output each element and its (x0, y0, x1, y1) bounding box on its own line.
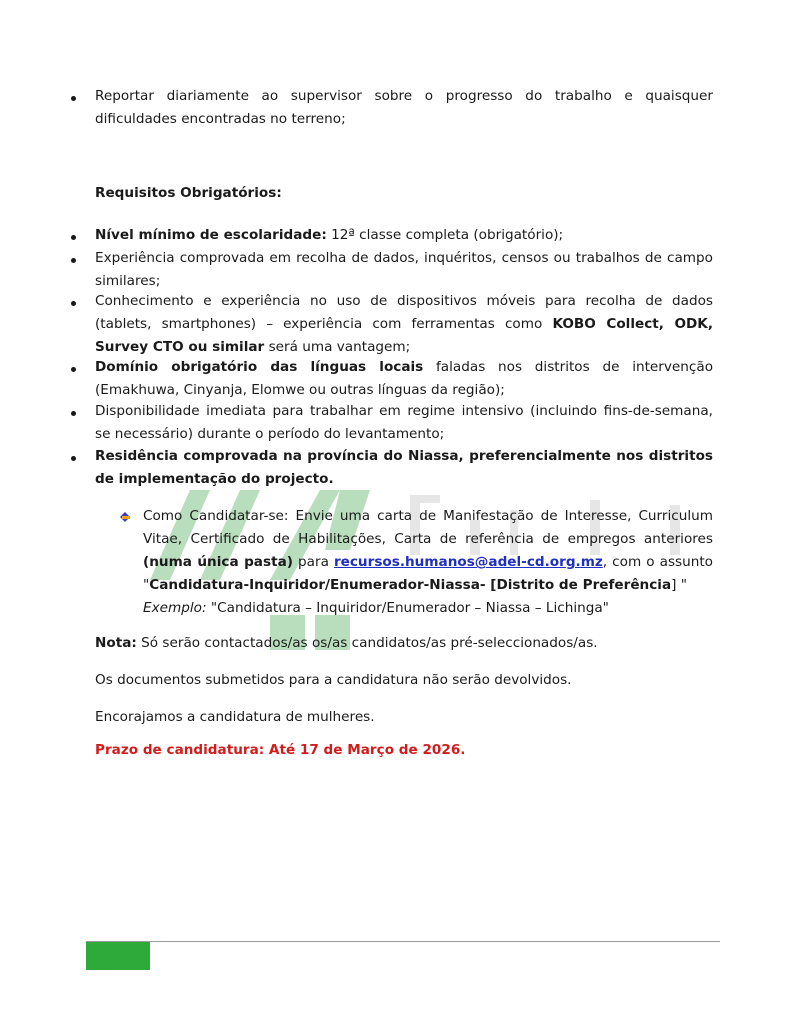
list-item: Reportar diariamente ao supervisor sobre o progresso do trabalho e quaisquer dificuldades encontradas no terreno; (95, 88, 713, 127)
bullet-dot (71, 301, 76, 306)
section-heading: Requisitos Obrigatórios: (95, 185, 282, 201)
requirement-item: Nível mínimo de escolaridade: 12ª classe completa (obrigatório); (95, 227, 564, 243)
bullet-dot (71, 411, 76, 416)
requirement-item: Domínio obrigatório das línguas locais faladas nos distritos de intervenção (Emakhuwa, Cinyanja, Elomwe ou outras línguas da região); (95, 359, 714, 398)
bullet-dot (71, 367, 76, 372)
bullet-dot (71, 258, 76, 263)
bullet-dot (71, 96, 76, 101)
bullet-dot (71, 235, 76, 240)
note: Nota: Só serão contactados/as os/as candidatos/as pré-seleccionados/as. (95, 635, 598, 651)
bullet-dot (71, 456, 76, 461)
requirement-item: Conhecimento e experiência no uso de dispositivos móveis para recolha de dados (tablets, smartphones) – experiência com ferramentas como KOBO Collect, ODK, Survey CTO ou similar será uma vantagem; (95, 293, 714, 355)
how-to-apply: Como Candidatar-se: Envie uma carta de Manifestação de Interesse, Curriculum Vitae, Certificado de Habilitações, Carta de referência de empregos anteriores (numa única pasta) para recursos.humanos@adel-cd.org.mz, com o assunto "Candidatura-Inquiridor/Enumerador-Niassa- [Distrito de Preferência] " Exemplo: "Candidatura – Inquiridor/Enumerador – Niassa – Lichinga" (143, 508, 713, 616)
deadline: Prazo de candidatura: Até 17 de Março de 2026. (95, 742, 466, 758)
requirement-item: Experiência comprovada em recolha de dados, inquéritos, censos ou trabalhos de campo similares; (95, 250, 713, 289)
hand-pointer-icon (118, 510, 132, 524)
requirement-item: Disponibilidade imediata para trabalhar em regime intensivo (incluindo fins-de-semana, se necessário) durante o período do levantamento; (95, 403, 713, 442)
women-note: Encorajamos a candidatura de mulheres. (95, 709, 375, 725)
footer-divider (86, 941, 720, 942)
requirement-item: Residência comprovada na província do Niassa, preferencialmente nos distritos de implementação do projecto. (95, 448, 713, 487)
documents-note: Os documentos submetidos para a candidatura não serão devolvidos. (95, 672, 572, 688)
footer-accent-box (86, 942, 150, 970)
email-link[interactable]: recursos.humanos@adel-cd.org.mz (333, 554, 603, 570)
